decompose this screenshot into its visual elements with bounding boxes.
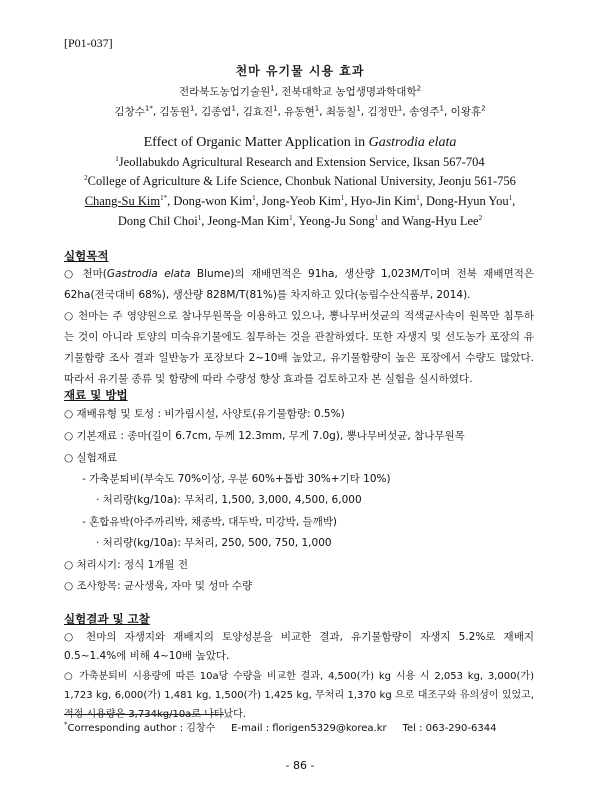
footnote-email: E-mail : florigen5329@korea.kr xyxy=(231,723,387,734)
footnote-author: Corresponding author : 김창수 xyxy=(67,723,216,734)
author-kr: 김창수 xyxy=(114,106,145,118)
title-english xyxy=(0,135,600,151)
affiliation-kr-2: 전북대학교 농업생명과학대학 xyxy=(281,86,417,98)
author-kr: 김효진 xyxy=(242,106,274,118)
species-name: Gastrodia elata xyxy=(106,268,191,280)
authors-english-line2: Dong Chil Choi$^1$, Jeong-Man Kim$^1$, Yeong-Ju Song$^1$ and Wang-Hyu Lee$^2$ xyxy=(117,213,483,228)
section-heading-purpose: 실험목적 xyxy=(64,249,109,263)
author-kr: 김종엽 xyxy=(201,106,232,118)
author-en: Yeong-Ju Song xyxy=(298,214,375,228)
affiliation-english-2: $^2$College of Agriculture & Life Science, Chonbuk National University, Jeonju 561-756 xyxy=(84,173,516,188)
method-item: ○ 실험재료 xyxy=(64,452,118,464)
footnote-rule xyxy=(64,714,224,715)
author-kr: 유동현 xyxy=(284,106,315,118)
text: Blume)의 재배면적은 91ha, 생산량 1,023M/T이며 전북 재배면적은 62ha(전국대비 68%), 생산량 828M/T(81%)를 차지하고 있다(농림수산식품부, 2014). xyxy=(64,268,535,301)
abstract-code: [P01-037] xyxy=(64,36,113,50)
affiliation-en-text: College of Agriculture & Life Science, Chonbuk National University, Jeonju 561-756 xyxy=(87,174,516,188)
affiliation-english-1: $^1$Jeollabukdo Agricultural Research and Extension Service, Iksan 567-704 xyxy=(115,154,485,169)
section-heading-results: 실험결과 및 고찰 xyxy=(64,612,150,626)
affiliation-korean: 전라북도농업기술원$^1$, 전북대학교 농업생명과학대학$^2$ xyxy=(178,84,422,98)
title-english-main: Effect of Organic Matter Application in xyxy=(143,135,366,150)
method-subitem: - 가축분퇴비(부숙도 70%이상, 우분 60%+톱밥 30%+기타 10%) xyxy=(82,473,391,485)
method-item: ○ 기본재료 : 종마(길이 6.7cm, 두께 12.3mm, 무게 7.0g), 뽕나무버섯균, 참나무원목 xyxy=(64,430,465,442)
author-en: Jong-Yeob Kim xyxy=(261,194,341,208)
author-en-corresponding: Chang-Su Kim xyxy=(84,194,161,208)
author-en: Dong-Hyun You xyxy=(425,194,509,208)
page-number: - 86 - xyxy=(285,759,315,772)
affiliation-en-text: Jeollabukdo Agricultural Research and Extension Service, Iksan 567-704 xyxy=(118,155,485,169)
section-heading-methods: 재료 및 방법 xyxy=(64,388,128,402)
footnote-tel: Tel : 063-290-6344 xyxy=(402,723,497,734)
author-kr: 김동원 xyxy=(159,106,190,118)
title-english-species: Gastrodia elata xyxy=(368,135,457,150)
author-kr: 최동칠 xyxy=(325,106,357,118)
result-paragraph-2: ○ 가축분퇴비 시용량에 따른 10a당 수량을 비교한 결과, 4,500(가) kg 시용 시 2,053 kg, 3,000(가) 1,723 kg, 6,000(가) 1,481 kg, 1,500(가) 1,425 kg, 무처리 1,370 kg 으로 대조구와 유의성이 있었고, 적정 시용량은 3,734kg/10a로 나타났다. xyxy=(64,671,534,720)
author-en: Dong-won Kim xyxy=(173,194,253,208)
author-kr: 이왕휴 xyxy=(450,106,482,118)
method-detail: · 처리량(kg/10a): 무처리, 1,500, 3,000, 4,500, 6,000 xyxy=(96,494,362,506)
method-detail: · 처리량(kg/10a): 무처리, 250, 500, 750, 1,000 xyxy=(96,537,332,549)
affiliation-kr-1: 전라북도농업기술원 xyxy=(178,86,271,98)
author-en: Dong Chil Choi xyxy=(117,214,198,228)
footnote: *Corresponding author : 김창수 E-mail : florigen5329@korea.kr Tel : 063-290-6344 xyxy=(64,720,497,734)
author-en: Jeong-Man Kim xyxy=(207,214,290,228)
method-item: ○ 재배유형 및 토성 : 비가림시설, 사양토(유기물함량: 0.5%) xyxy=(64,408,345,420)
authors-english-line1: Chang-Su Kim$^{1*}$, Dong-won Kim$^1$, Jong-Yeob Kim$^1$, Hyo-Jin Kim$^1$, Dong-Hyun You$^1$, xyxy=(84,193,516,208)
author-kr: 김정만 xyxy=(367,106,398,118)
title-korean: 천마 유기물 시용 효과 xyxy=(235,64,365,78)
author-en: Wang-Hyu Lee xyxy=(402,214,479,228)
purpose-paragraph-1 xyxy=(64,264,534,306)
text: ○ 천마( xyxy=(64,268,107,280)
method-item: ○ 처리시기: 정식 1개월 전 xyxy=(64,559,189,571)
authors-korean: 김창수$^{1*}$, 김동원$^1$, 김종엽$^1$, 김효진$^1$, 유동현$^1$, 최동칠$^1$, 김정만$^1$, 송영주$^1$, 이왕휴$^2$ xyxy=(114,104,486,118)
author-kr: 송영주 xyxy=(409,106,440,118)
method-item: ○ 조사항목: 균사생육, 자마 및 성마 수량 xyxy=(64,580,253,592)
method-subitem: - 혼합유박(아주까리박, 채종박, 대두박, 미강박, 들깨박) xyxy=(82,516,338,528)
purpose-paragraph-2: ○ 천마는 주 영양원으로 참나무원목을 이용하고 있으나, 뽕나무버섯균의 적색균사속이 원목만 침투하는 것이 아니라 토양의 미숙유기물에도 침투하는 것을 관찰하였다. 또한 자생지 및 선도농가 포장의 유기물함량 조사 결과 일반농가 포장보다 2~10배 높았고, 유기물함량이 높은 포장에서 수량도 많았다. 따라서 유기물 종류 및 함량에 따라 수량성 향상 효과를 검토하고자 본 실험을 실시하였다. xyxy=(64,310,534,385)
result-paragraph-1: ○ 천마의 자생지와 재배지의 토양성분을 비교한 결과, 유기물함량이 자생지 5.2%로 재배지 0.5~1.4%에 비해 4~10배 높았다. xyxy=(64,631,534,662)
author-en: Hyo-Jin Kim xyxy=(350,194,417,208)
and-text: and xyxy=(381,214,400,228)
